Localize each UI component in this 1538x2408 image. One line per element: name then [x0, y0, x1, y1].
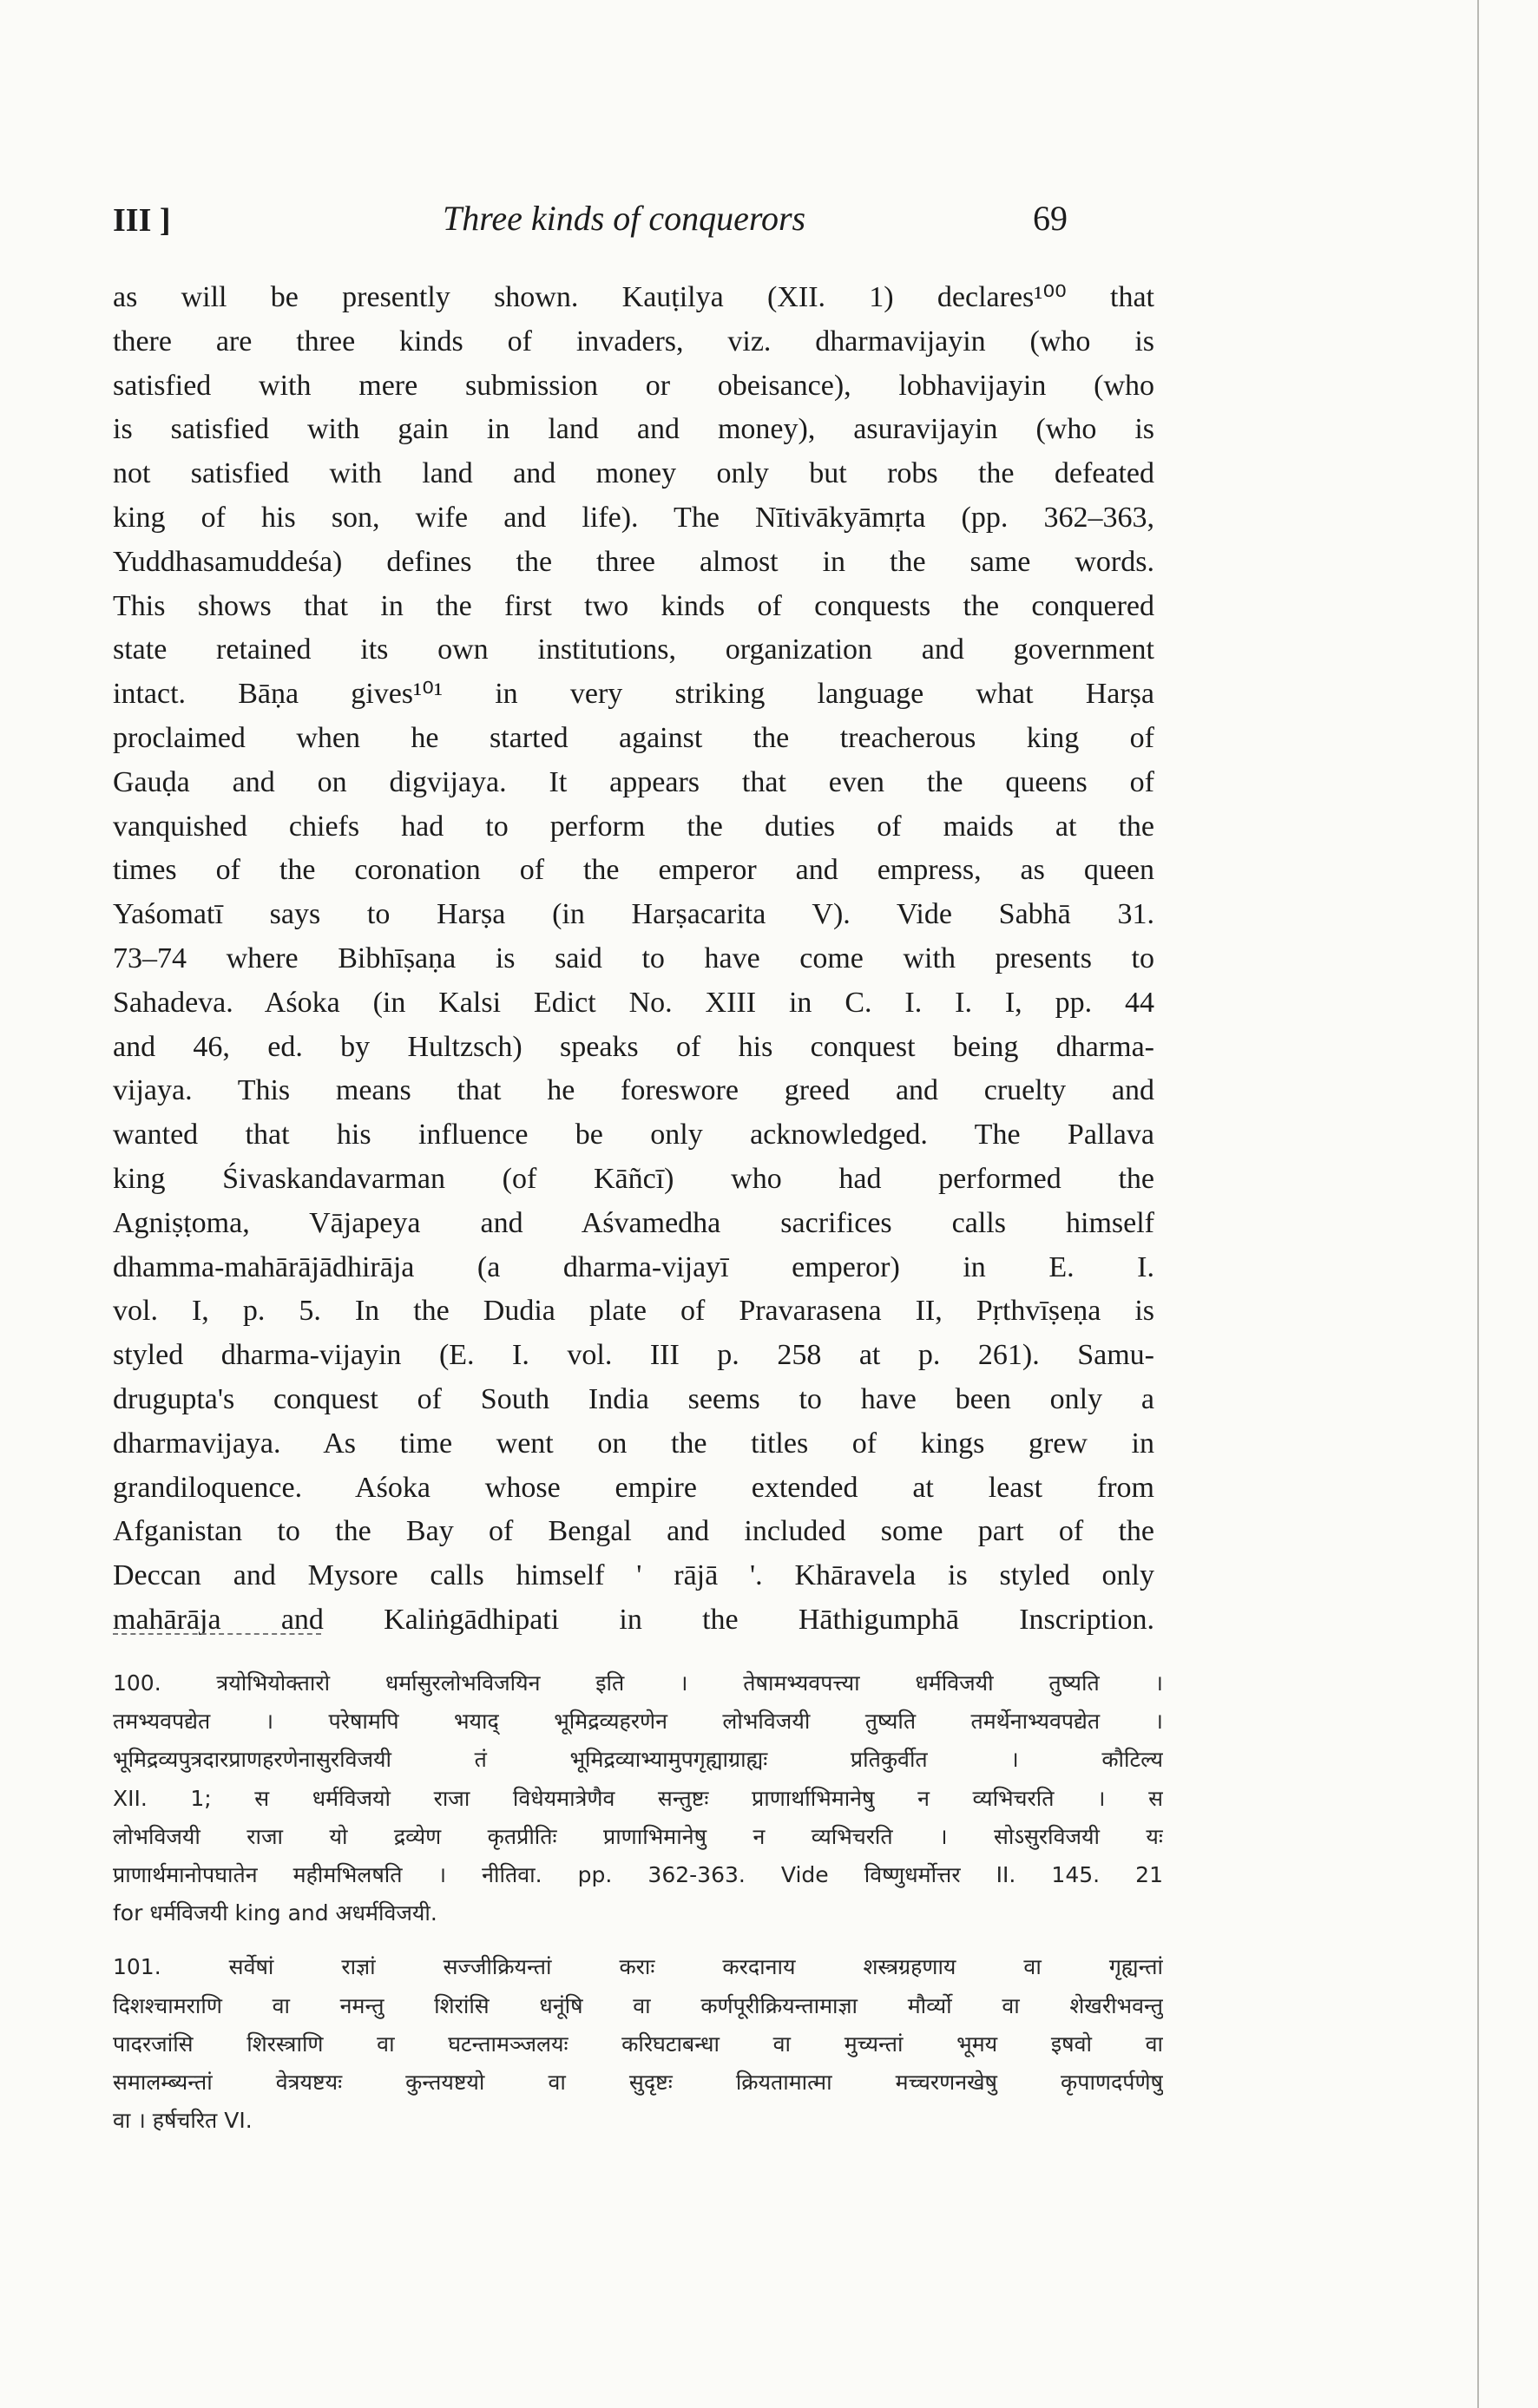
text-line: state retained its own institutions, organization and government: [113, 633, 1154, 666]
footnote-line: लोभविजयी राजा यो द्रव्येण कृतप्रीतिः प्राणाभिमानेषु न व्यभिचरति । सोऽसुरविजयी यः: [113, 1823, 1163, 1849]
footnote-line: दिशश्चामराणि वा नमन्तु शिरांसि धनूंषि वा कर्णपूरीक्रियन्तामाज्ञा मौर्व्यो वा शेखरीभवन्तु: [113, 1992, 1163, 2018]
text-line: Deccan and Mysore calls himself ' rājā '. Khāravela is styled only: [113, 1559, 1154, 1592]
text-line: vol. I, p. 5. In the Dudia plate of Pravarasena II, Pṛthvīṣeṇa is: [113, 1295, 1154, 1328]
text-line: Yuddhasamuddeśa) defines the three almost in the same words.: [113, 545, 1154, 578]
footnote-line: XII. 1; स धर्मविजयो राजा विधेयमात्रेणैव सन्तुष्टः प्राणार्थाभिमानेषु न व्यभिचरति । स: [113, 1785, 1163, 1811]
footnote-line: for धर्मविजयी king and अधर्मविजयी.: [113, 1900, 437, 1926]
text-line: satisfied with mere submission or obeisance), lobhavijayin (who: [113, 369, 1154, 402]
text-line: grandiloquence. Aśoka whose empire extended at least from: [113, 1471, 1154, 1504]
text-line: as will be presently shown. Kauṭilya (XII. 1) declares¹⁰⁰ that: [113, 281, 1154, 313]
footnote-100: [113, 1664, 1163, 1932]
text-line: and 46, ed. by Hultzsch) speaks of his conquest being dharma-: [113, 1030, 1154, 1063]
footnote-line: प्राणार्थमानोपघातेन महीमभिलषति । नीतिवा. pp. 362-363. Vide विष्णुधर्मोत्तर II. 145. 21: [113, 1861, 1163, 1887]
text-line: there are three kinds of invaders, viz. dharmavijayin (who is: [113, 325, 1154, 358]
footnote-line: समालम्ब्यन्तां वेत्रयष्टयः कुन्तयष्टयो वा सुदृष्टः क्रियतामात्मा मच्चरणनखेषु कृपाणदर्पणेषु: [113, 2069, 1163, 2095]
text-line: vijaya. This means that he foreswore greed and cruelty and: [113, 1074, 1154, 1107]
text-line: dhamma-mahārājādhirāja (a dharma-vijayī emperor) in E. I.: [113, 1250, 1154, 1283]
text-line: proclaimed when he started against the treacherous king of: [113, 721, 1154, 754]
page-edge-rule: [1477, 0, 1479, 2408]
footnote-line: तमभ्यवपद्येत । परेषामपि भयाद् भूमिद्रव्यहरणेन लोभविजयी तुष्यति तमर्थेनाभ्यवपद्येत ।: [113, 1709, 1163, 1735]
page-number: 69: [1033, 199, 1068, 238]
footnotes: [113, 1664, 1163, 2140]
footnote-line: 101. सर्वेषां राज्ञां सज्जीक्रियन्तां कराः करदानाय शस्त्रग्रहणाय वा गृह्यन्तां: [113, 1954, 1163, 1980]
text-line: mahārāja and Kaliṅgādhipati in the Hāthigumphā Inscription.: [113, 1603, 1154, 1636]
footnote-line: पादरजांसि शिरस्त्राणि वा घटन्तामञ्जलयः करिघटाबन्धा वा मुच्यन्तां भूमय इषवो वा: [113, 2031, 1163, 2057]
text-line: vanquished chiefs had to perform the duties of maids at the: [113, 810, 1154, 843]
running-title: Three kinds of conquerors: [443, 199, 806, 238]
main-text: [113, 276, 1154, 1643]
footnote-divider: [113, 1633, 321, 1638]
text-line: drugupta's conquest of South India seems to have been only a: [113, 1382, 1154, 1415]
text-line: wanted that his influence be only acknowledged. The Pallava: [113, 1119, 1154, 1152]
footnote-101: [113, 1948, 1163, 2140]
text-line: Sahadeva. Aśoka (in Kalsi Edict No. XIII in C. I. I. I, pp. 44: [113, 986, 1154, 1019]
footnote-line: भूमिद्रव्यपुत्रदारप्राणहरणेनासुरविजयी तं भूमिद्रव्याभ्यामुपगृह्याग्राह्यः प्रतिकुर्वीत । कौटिल्य: [113, 1747, 1163, 1773]
text-line: king of his son, wife and life). The Nītivākyāmṛta (pp. 362–363,: [113, 501, 1154, 534]
running-header: [113, 198, 1154, 250]
text-line: Afganistan to the Bay of Bengal and included some part of the: [113, 1515, 1154, 1548]
text-line: Gauḍa and on digvijaya. It appears that even the queens of: [113, 765, 1154, 798]
footnote-line: वा । हर्षचरित VI.: [113, 2108, 253, 2134]
text-line: times of the coronation of the emperor and empress, as queen: [113, 854, 1154, 887]
text-line: dharmavijaya. As time went on the titles of kings grew in: [113, 1427, 1154, 1460]
text-line: Yaśomatī says to Harṣa (in Harṣacarita V). Vide Sabhā 31.: [113, 898, 1154, 931]
text-line: is satisfied with gain in land and money), asuravijayin (who is: [113, 413, 1154, 446]
footnote-line: 100. त्रयोभियोक्तारो धर्मासुरलोभविजयिन इति । तेषामभ्यवपत्त्या धर्मविजयी तुष्यति ।: [113, 1670, 1163, 1696]
text-line: This shows that in the first two kinds of conquests the conquered: [113, 589, 1154, 622]
text-line: not satisfied with land and money only but robs the defeated: [113, 457, 1154, 490]
text-line: 73–74 where Bibhīṣaṇa is said to have come with presents to: [113, 942, 1154, 974]
chapter-number: III ]: [113, 202, 171, 239]
text-line: intact. Bāṇa gives¹⁰¹ in very striking language what Harṣa: [113, 678, 1154, 711]
text-line: styled dharma-vijayin (E. I. vol. III p. 258 at p. 261). Samu-: [113, 1339, 1154, 1372]
text-line: Agniṣṭoma, Vājapeya and Aśvamedha sacrifices calls himself: [113, 1206, 1154, 1239]
text-line: king Śivaskandavarman (of Kāñcī) who had performed the: [113, 1162, 1154, 1195]
